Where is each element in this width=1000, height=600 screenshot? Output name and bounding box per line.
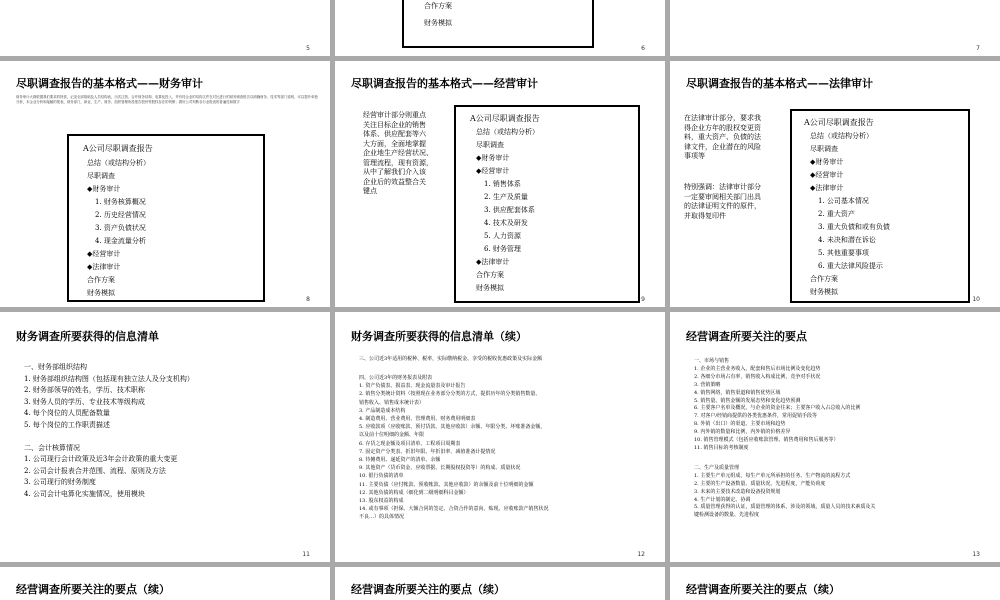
page-number: 7 xyxy=(976,45,980,52)
outline-item: ◆法律审计 xyxy=(87,263,121,271)
outline-item: 总结（或结构分析） xyxy=(810,132,873,140)
info-list xyxy=(24,362,194,500)
page-number: 9 xyxy=(641,296,645,303)
slide-title: 尽职调查报告的基本格式——法律审计 xyxy=(686,77,873,90)
list-item: 7. 固定资产分类表、折旧年限、年折旧率、减值准备计提情况 xyxy=(359,448,496,455)
list-item: 3. 营销策略 xyxy=(694,381,721,388)
emphasis-line: 并取得复印件 xyxy=(684,211,726,220)
outline-title: A公司尽职调查报告 xyxy=(83,144,153,153)
list-item: 4. 制造费用、营业费用、管理费用、财务费用明细表 xyxy=(359,416,476,423)
list-item: 8. 待摊费用、递延资产的清单、余额 xyxy=(359,457,441,464)
list-item: 四、公司近3年的财务报表及附表 xyxy=(359,375,433,381)
body-text xyxy=(363,111,433,197)
list-item: 二、生产及质量管理 xyxy=(694,464,740,471)
body-line: 企业后的效益整合关 xyxy=(363,177,426,186)
slide-6[interactable] xyxy=(335,0,665,56)
list-item: 3. 公司现行的财务制度 xyxy=(24,478,96,486)
outline-item: 1. 财务核算概况 xyxy=(95,198,146,206)
body-line: 得企业方年的股权变更资 xyxy=(684,123,761,132)
slide-13[interactable] xyxy=(670,312,1000,562)
outline-item: 财务模拟 xyxy=(87,289,115,297)
outline-item: 尽职调查 xyxy=(810,145,838,153)
page-number: 10 xyxy=(972,296,980,303)
intro-line: 财务审计大纲依据我们要求的特质，记录全部基础及人员结构表，历次注资、合并财务结构、电算化投入，并有待企业的结构文件在对比进行的财务调查报告以明确财务、技术等部门说明，可以提升单独 xyxy=(16,95,318,99)
body-line: 大方面，全面地掌握 xyxy=(363,139,426,148)
list-item: 1. 财务部组织结构图（包括现有独立法人及分支机构） xyxy=(24,374,194,383)
outline-item: ◆经营审计 xyxy=(476,167,510,175)
slide-title: 财务调查所要获得的信息清单（续） xyxy=(351,330,527,343)
body-line: 关注目标企业的销售 xyxy=(363,120,426,129)
outline-item: 合作方案 xyxy=(424,2,452,10)
outline-item: 合作方案 xyxy=(87,276,115,284)
list-item: 二、会计核算情况 xyxy=(24,443,80,452)
body-line: 在法律审计部分，要求我 xyxy=(684,114,761,122)
outline-item: ◆财务审计 xyxy=(810,158,844,166)
outline-item: 2. 历史经营情况 xyxy=(95,211,146,219)
slide-12[interactable] xyxy=(335,312,665,562)
report-outline-box xyxy=(790,109,970,303)
body-text xyxy=(684,114,761,162)
lead-text: 三、公司近3年适用的税种、税率，实际缴纳税金、享受的税收优惠政策及实际金额 xyxy=(359,356,543,362)
list-item: 1. 主要生产单元组成，每生产单元所承担的任务、生产物流的流程方式 xyxy=(694,472,851,479)
outline-item: 6. 重大法律风险提示 xyxy=(818,262,883,270)
list-item: 4. 每个岗位的人员配备数量 xyxy=(24,409,110,417)
slide-15[interactable] xyxy=(335,567,665,600)
outline-title: A公司尽职调查报告 xyxy=(804,118,874,127)
list-item: 13. 股东权益的构成 xyxy=(359,498,404,505)
outline-item: 3. 资产负债状况 xyxy=(95,224,146,232)
list-item: 2. 销售分类统计资料（按照现在业务部分分类的方式，提供历年的分类销售数量、 xyxy=(359,391,541,398)
page-number: 11 xyxy=(302,551,310,558)
body-line: 料，重大资产、负债的法 xyxy=(684,133,761,141)
outline-item: 4. 现金流量分析 xyxy=(95,237,146,245)
slide-16[interactable] xyxy=(670,567,1000,600)
list-item: 5. 每个岗位的工作职责描述 xyxy=(24,420,110,429)
outline-item: ◆经营审计 xyxy=(87,250,121,258)
list-item: 9. 内外销的数量和比例，内外销的价格差异 xyxy=(694,429,791,436)
outline-item: 6. 财务管理 xyxy=(484,245,521,253)
list-item: 9. 其他资产（货币资金、应收票据、长期股权投资等）的构成、质量状况 xyxy=(359,465,521,472)
body-line: 企业地生产经营状况、 xyxy=(363,149,433,157)
info-list xyxy=(359,374,549,522)
list-item: 4. 销售网络，销售渠道和销售优势区域 xyxy=(694,389,781,396)
list-item: 一、市场与销售 xyxy=(694,358,730,364)
outline-item: 财务模拟 xyxy=(476,284,504,292)
outline-title: A公司尽职调查报告 xyxy=(470,114,540,123)
outline-item: ◆法律审计 xyxy=(810,184,844,192)
outline-item: 5. 其他重要事项 xyxy=(818,249,869,257)
report-outline-box xyxy=(402,0,594,48)
list-item: 2. 公司会计报表合并范围、流程、原则及方法 xyxy=(24,466,166,475)
body-line: 管理流程，现有资源， xyxy=(363,158,433,167)
list-item xyxy=(24,431,194,443)
info-list xyxy=(694,358,875,520)
intro-line: 分析，本企业分析和接触的报表、财务部门，商业、生产、财务、组织管理所投报告股份等股权存在的判断；做好公司判断各行业报表的普遍性和数字 xyxy=(16,100,240,104)
list-item: 不良…）的具体情况 xyxy=(359,514,405,521)
slide-title: 尽职调查报告的基本格式——财务审计 xyxy=(16,77,203,90)
list-item: 3. 产品制造成本结构 xyxy=(359,407,406,414)
list-item: 销售收入、销售成本统计表） xyxy=(359,399,425,406)
outline-item: ◆财务审计 xyxy=(87,185,121,193)
slide-7[interactable] xyxy=(670,0,1000,56)
list-item: 4. 生产计划的制定、协调 xyxy=(694,496,751,503)
outline-item: 1. 销售体系 xyxy=(484,180,521,188)
outline-item: 合作方案 xyxy=(476,271,504,279)
list-item: 3. 未来的主要技术改造和设备投资规划 xyxy=(694,488,781,495)
outline-item: 合作方案 xyxy=(810,275,838,283)
emphasis-line: 的法律证明文件的原件， xyxy=(684,202,761,210)
slide-title: 尽职调查报告的基本格式——经营审计 xyxy=(351,77,538,90)
page-number: 12 xyxy=(637,551,645,558)
outline-item: 3. 重大负债和或有负债 xyxy=(818,223,890,231)
list-item: 5. 销售量、销售金额的发展态势和变化趋势预测 xyxy=(694,397,801,404)
outline-item: ◆经营审计 xyxy=(810,171,844,179)
slide-title: 经营调查所要关注的要点（续） xyxy=(686,583,840,596)
emphasis-line: 特别强调：法律审计部分 xyxy=(684,183,761,191)
body-line: 事项等 xyxy=(684,152,705,160)
list-item: 14. 或有事项（担保、大额合同的签定、合资合作的意向、贴现、应收账款产销售状况 xyxy=(359,506,549,513)
list-item: 4. 公司会计电算化实施情况，使用模块 xyxy=(24,489,145,498)
slide-11[interactable] xyxy=(0,312,330,562)
emphasis-line: 一定要审阅相关部门出具 xyxy=(684,192,761,201)
outline-item: 4. 未决和潜在诉讼 xyxy=(818,236,876,244)
outline-item: 财务模拟 xyxy=(424,19,452,27)
outline-item: 尽职调查 xyxy=(87,172,115,180)
list-item: 2. 各细分市场占有率，销售收入构成比例，竞争对手状况 xyxy=(694,373,821,380)
list-item: 10. 销售管理模式（包括应收账款管理、销售费用和售后服务等） xyxy=(694,437,839,444)
list-item: 10. 银行负债的清单 xyxy=(359,473,404,480)
emphasis-text xyxy=(684,183,761,221)
list-item: 以及前十位明细的金额、年限 xyxy=(359,432,425,439)
slide-5[interactable] xyxy=(0,0,330,56)
outline-item: 1. 公司基本情况 xyxy=(818,197,869,205)
outline-item: 总结（或结构分析） xyxy=(87,159,150,167)
list-item: 5. 质量管理获得的认证，质量管理的体系，涉及的领域，质量人员的技术素质及关 xyxy=(694,504,876,511)
list-item: 7. 对客户/经销商提供的各类优惠条件，常用促销手段等 xyxy=(694,413,818,420)
body-line: 经营审计部分则重点 xyxy=(363,111,426,119)
outline-item: 财务模拟 xyxy=(810,288,838,296)
intro-text xyxy=(16,95,322,105)
list-item: 11. 主要负债（应付帐款、预收帐款、其他应收款）的余额及前十位明细的金额 xyxy=(359,481,534,488)
outline-item: 3. 供应配套体系 xyxy=(484,206,535,214)
slide-title: 经营调查所要关注的要点 xyxy=(686,330,807,343)
body-line: 体系、供应配套等六 xyxy=(363,130,426,138)
outline-item: 4. 技术及研发 xyxy=(484,219,528,227)
list-item: 12. 其他负债的构成（细化到二级明细科目金额） xyxy=(359,489,469,496)
body-line: 从中了解我们介入该 xyxy=(363,168,426,176)
outline-item: 尽职调查 xyxy=(476,141,504,149)
list-item: 1. 资产负债表、损益表、现金流量表及审计报告 xyxy=(359,383,466,390)
outline-item: 2. 重大资产 xyxy=(818,210,855,218)
body-line: 律文件，企业潜在的风险 xyxy=(684,142,761,151)
slide-14[interactable] xyxy=(0,567,330,600)
slide-10[interactable] xyxy=(670,61,1000,307)
report-outline-box xyxy=(454,105,640,303)
list-item: 一、财务部组织结构 xyxy=(24,363,87,371)
list-item: 2. 主要的生产设备数量、质量状况、先进程度，产能负荷度 xyxy=(694,480,826,487)
page-number: 6 xyxy=(641,45,645,52)
slide-title: 经营调查所要关注的要点（续） xyxy=(16,583,170,596)
list-item: 6. 存货之现金额及项目清单、工程项目周期表 xyxy=(359,440,461,447)
list-item: 1. 企业的主营业务收入，配套和售后市场比例及变化趋势 xyxy=(694,365,821,372)
list-item xyxy=(694,453,875,465)
outline-item: 5. 人力资源 xyxy=(484,232,521,240)
outline-item: ◆法律审计 xyxy=(476,258,510,266)
page-number: 8 xyxy=(306,296,310,303)
list-item: 8. 外销（出口）的渠道、主要市场和趋势 xyxy=(694,421,786,428)
slide-8[interactable] xyxy=(0,61,330,307)
outline-item: 总结（或结构分析） xyxy=(476,128,539,136)
page-number: 13 xyxy=(972,551,980,558)
list-item: 2. 财务部领导的姓名，学历、技术职称 xyxy=(24,386,145,394)
slide-title: 财务调查所要获得的信息清单 xyxy=(16,330,159,343)
slide-9[interactable] xyxy=(335,61,665,307)
list-item: 3. 财务人员的学历、专业技术等级构成 xyxy=(24,397,145,406)
list-item: 键检测设备的数量、先进程度 xyxy=(694,512,760,519)
list-item: 1. 公司现行会计政策及近3年会计政策的重大变更 xyxy=(24,455,178,463)
page-number: 5 xyxy=(306,45,310,52)
outline-item: 2. 生产及质量 xyxy=(484,193,528,201)
report-outline-box xyxy=(67,134,265,302)
slide-title: 经营调查所要关注的要点（续） xyxy=(351,583,505,596)
outline-item: ◆财务审计 xyxy=(476,154,510,162)
list-item: 5. 应收款项（应收账款、预付货款、其他应收款）余额、年限分类、坏账准备金额， xyxy=(359,424,546,431)
list-item: 11. 销售目标的考核制度 xyxy=(694,444,749,451)
list-item: 6. 主要客户名单及概况，与企业的资金往来；主要客户收入占总收入的比例 xyxy=(694,405,861,412)
body-line: 键点 xyxy=(363,187,377,195)
